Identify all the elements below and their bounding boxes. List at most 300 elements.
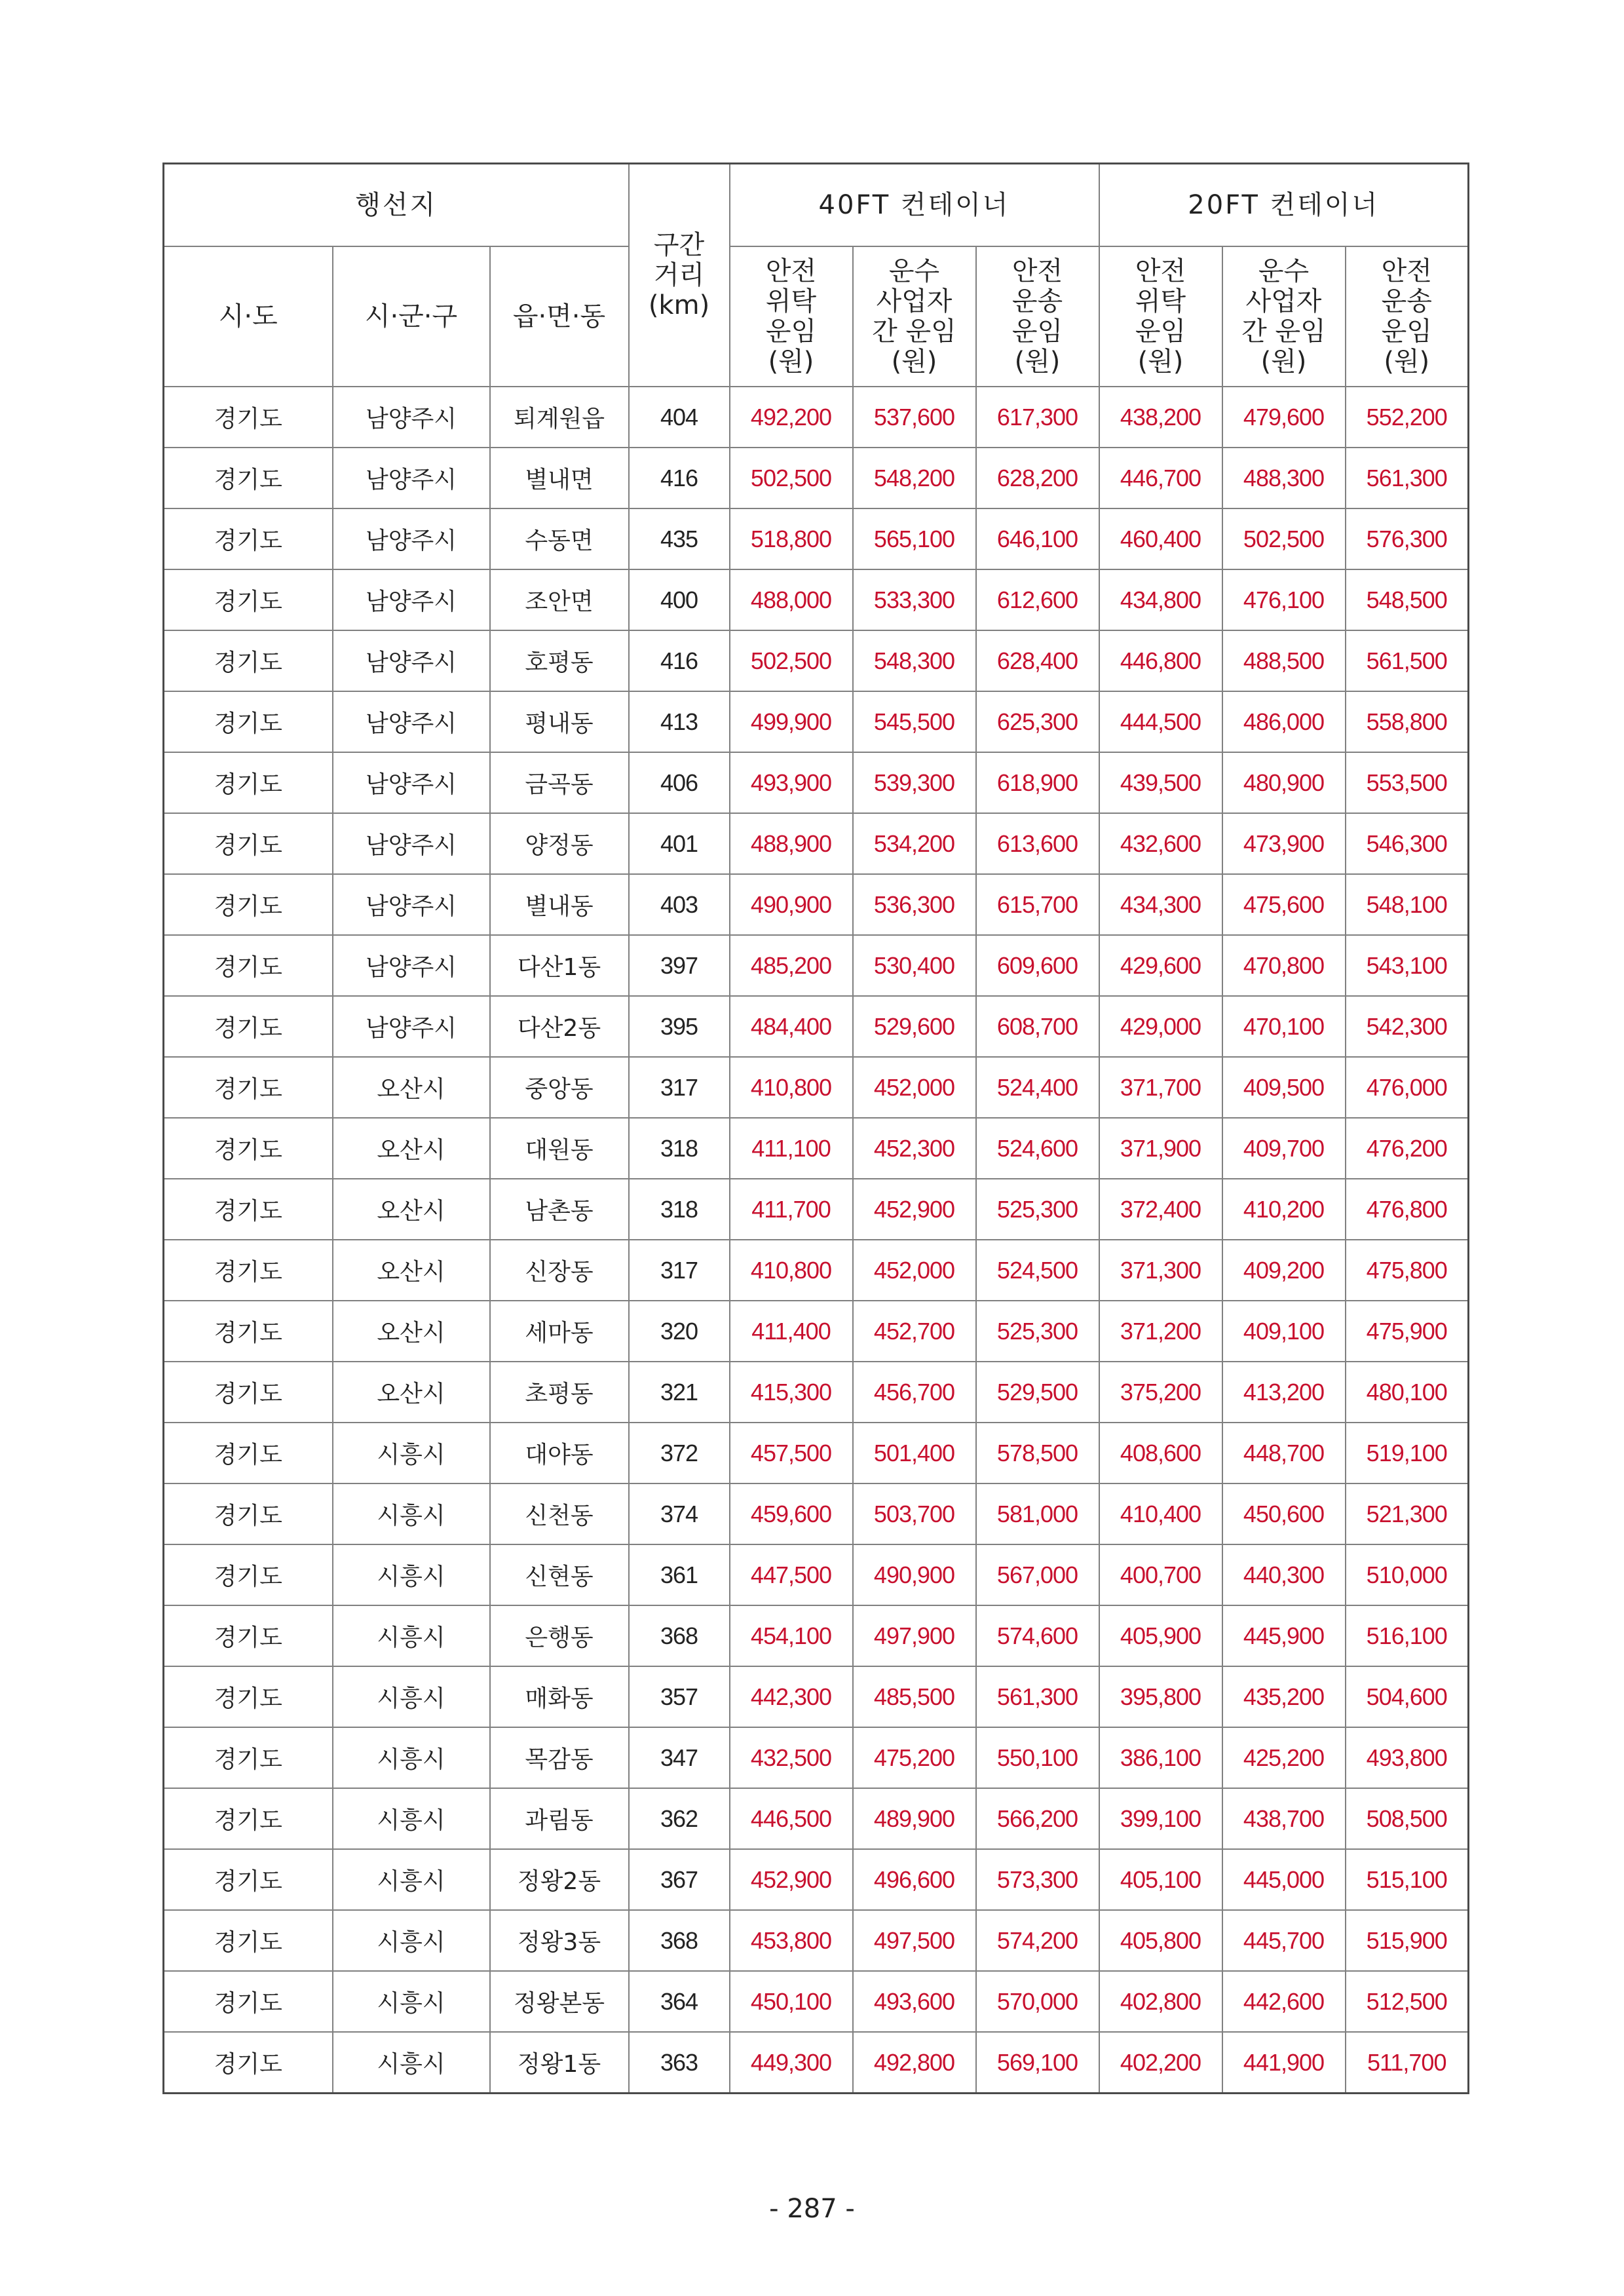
eupmyeondong-cell: 수동면 <box>490 508 629 569</box>
fare-40-safe-transport-cell: 617,300 <box>976 387 1099 448</box>
fare-20-safe-transport-cell: 548,100 <box>1346 874 1469 935</box>
destination-header: 행선지 <box>164 164 629 247</box>
table-body <box>164 387 1469 2094</box>
sido-cell: 경기도 <box>164 752 333 813</box>
sido-cell: 경기도 <box>164 813 333 874</box>
fare-20-carrier-cell: 448,700 <box>1222 1423 1346 1483</box>
fare-40-safe-consign-cell: 453,800 <box>730 1910 853 1971</box>
distance-cell: 368 <box>629 1605 730 1666</box>
sigungu-cell: 오산시 <box>333 1179 490 1240</box>
fare-40-safe-transport-cell: 628,400 <box>976 630 1099 691</box>
fare-20-carrier-cell: 488,300 <box>1222 448 1346 508</box>
sigungu-cell: 남양주시 <box>333 874 490 935</box>
fare-20-safe-consign-cell: 402,200 <box>1099 2032 1222 2094</box>
page-number: - 287 - <box>769 2194 855 2224</box>
sido-cell: 경기도 <box>164 1240 333 1301</box>
sido-cell: 경기도 <box>164 630 333 691</box>
table-row <box>164 1179 1469 1240</box>
eupmyeondong-cell: 신천동 <box>490 1483 629 1544</box>
fare-40-safe-transport-cell: 628,200 <box>976 448 1099 508</box>
table-row <box>164 508 1469 569</box>
fare-20-safe-transport-cell: 558,800 <box>1346 691 1469 752</box>
fare-20-safe-transport-cell: 475,900 <box>1346 1301 1469 1362</box>
fare-40-safe-transport-cell: 574,200 <box>976 1910 1099 1971</box>
fare-20-safe-transport-cell: 480,100 <box>1346 1362 1469 1423</box>
fare-20-carrier-cell: 445,700 <box>1222 1910 1346 1971</box>
fare-40-safe-transport-cell: 524,400 <box>976 1057 1099 1118</box>
fare-20-safe-transport-cell: 546,300 <box>1346 813 1469 874</box>
sigungu-cell: 시흥시 <box>333 1544 490 1605</box>
fare-20-carrier-cell: 470,800 <box>1222 935 1346 996</box>
fare-40-safe-consign-cell: 411,100 <box>730 1118 853 1179</box>
fare-20-carrier-cell: 486,000 <box>1222 691 1346 752</box>
distance-cell: 397 <box>629 935 730 996</box>
fare-20-safe-transport-cell: 542,300 <box>1346 996 1469 1057</box>
distance-cell: 374 <box>629 1483 730 1544</box>
table-row <box>164 1849 1469 1910</box>
sigungu-cell: 남양주시 <box>333 448 490 508</box>
distance-cell: 400 <box>629 569 730 630</box>
eupmyeondong-header: 읍·면·동 <box>490 246 629 387</box>
eupmyeondong-cell: 정왕1동 <box>490 2032 629 2094</box>
table-row <box>164 1666 1469 1727</box>
fare-40-carrier-cell: 496,600 <box>853 1849 976 1910</box>
distance-cell: 318 <box>629 1179 730 1240</box>
fare-20-carrier-cell: 445,000 <box>1222 1849 1346 1910</box>
distance-cell: 413 <box>629 691 730 752</box>
fare-40-safe-consign-cell: 447,500 <box>730 1544 853 1605</box>
fare-40-safe-consign-cell: 488,900 <box>730 813 853 874</box>
fare-20-safe-transport-cell: 521,300 <box>1346 1483 1469 1544</box>
fare-20-safe-transport-cell: 515,900 <box>1346 1910 1469 1971</box>
eupmyeondong-cell: 대야동 <box>490 1423 629 1483</box>
fare-20-carrier-cell: 413,200 <box>1222 1362 1346 1423</box>
distance-cell: 364 <box>629 1971 730 2032</box>
fare-40-safe-consign-cell: 415,300 <box>730 1362 853 1423</box>
fare-20-carrier-cell: 475,600 <box>1222 874 1346 935</box>
eupmyeondong-cell: 금곡동 <box>490 752 629 813</box>
fare-20-carrier-cell: 409,100 <box>1222 1301 1346 1362</box>
sigungu-cell: 남양주시 <box>333 508 490 569</box>
sido-cell: 경기도 <box>164 1666 333 1727</box>
fare-40-safe-transport-cell: 570,000 <box>976 1971 1099 2032</box>
sigungu-cell: 남양주시 <box>333 813 490 874</box>
fare-40-safe-transport-cell: 612,600 <box>976 569 1099 630</box>
fare-40-safe-transport-cell: 550,100 <box>976 1727 1099 1788</box>
eupmyeondong-cell: 정왕본동 <box>490 1971 629 2032</box>
distance-cell: 395 <box>629 996 730 1057</box>
fare-40-carrier-cell: 539,300 <box>853 752 976 813</box>
container-20ft-header: 20FT 컨테이너 <box>1099 164 1469 247</box>
sigungu-cell: 시흥시 <box>333 1849 490 1910</box>
fare-40-safe-transport-cell: 613,600 <box>976 813 1099 874</box>
fare-40-carrier-cell: 501,400 <box>853 1423 976 1483</box>
fare-40-carrier-cell: 452,900 <box>853 1179 976 1240</box>
distance-cell: 318 <box>629 1118 730 1179</box>
fare-20-safe-consign-cell: 405,800 <box>1099 1910 1222 1971</box>
sigungu-cell: 오산시 <box>333 1301 490 1362</box>
fare-20-safe-transport-cell: 543,100 <box>1346 935 1469 996</box>
fare-40-safe-consign-cell: 484,400 <box>730 996 853 1057</box>
distance-cell: 368 <box>629 1910 730 1971</box>
fare-40-safe-consign-cell: 452,900 <box>730 1849 853 1910</box>
fare-20-safe-transport-cell: 475,800 <box>1346 1240 1469 1301</box>
fare-20-safe-transport-cell: 510,000 <box>1346 1544 1469 1605</box>
sigungu-cell: 남양주시 <box>333 387 490 448</box>
table-row <box>164 813 1469 874</box>
fare-40-safe-transport-cell: 615,700 <box>976 874 1099 935</box>
fare-40-carrier-cell: 452,700 <box>853 1301 976 1362</box>
freight-rate-table <box>162 163 1469 2094</box>
fare-40-safe-consign-cell: 485,200 <box>730 935 853 996</box>
sigungu-cell: 오산시 <box>333 1057 490 1118</box>
sigungu-cell: 시흥시 <box>333 1483 490 1544</box>
fare-20-safe-consign-cell: 371,300 <box>1099 1240 1222 1301</box>
fare-40-carrier-cell: 497,500 <box>853 1910 976 1971</box>
fare-40-safe-consign-cell: 502,500 <box>730 448 853 508</box>
fare-40-safe-consign-cell: 492,200 <box>730 387 853 448</box>
distance-cell: 361 <box>629 1544 730 1605</box>
fare-20-safe-consign-cell: 375,200 <box>1099 1362 1222 1423</box>
fare-20-safe-consign-cell: 439,500 <box>1099 752 1222 813</box>
sido-cell: 경기도 <box>164 1301 333 1362</box>
fare-40-safe-transport-cell: 525,300 <box>976 1301 1099 1362</box>
sido-cell: 경기도 <box>164 1788 333 1849</box>
fare-40-carrier-cell: 536,300 <box>853 874 976 935</box>
table-row <box>164 448 1469 508</box>
fare-20-safe-transport-cell: 548,500 <box>1346 569 1469 630</box>
eupmyeondong-cell: 다산1동 <box>490 935 629 996</box>
sido-cell: 경기도 <box>164 874 333 935</box>
fare-40-safe-transport-cell: 618,900 <box>976 752 1099 813</box>
fare-20-carrier-cell: 476,100 <box>1222 569 1346 630</box>
eupmyeondong-cell: 세마동 <box>490 1301 629 1362</box>
fare-40-carrier-cell: 456,700 <box>853 1362 976 1423</box>
fare-20-carrier-cell: 425,200 <box>1222 1727 1346 1788</box>
fare-40-safe-transport-cell: 567,000 <box>976 1544 1099 1605</box>
fare-20-safe-consign-cell: 434,300 <box>1099 874 1222 935</box>
fare-40-carrier-cell: 452,000 <box>853 1057 976 1118</box>
table-row <box>164 1057 1469 1118</box>
fare-40-safe-transport-cell: 566,200 <box>976 1788 1099 1849</box>
fare-40-safe-transport-cell: 525,300 <box>976 1179 1099 1240</box>
sigungu-cell: 남양주시 <box>333 691 490 752</box>
fare-40-safe-transport-cell: 609,600 <box>976 935 1099 996</box>
fare-20-safe-consign-cell: 371,900 <box>1099 1118 1222 1179</box>
fare-20-safe-transport-cell: 516,100 <box>1346 1605 1469 1666</box>
container-40ft-header: 40FT 컨테이너 <box>730 164 1099 247</box>
fare-40-safe-consign-cell: 449,300 <box>730 2032 853 2094</box>
eupmyeondong-cell: 조안면 <box>490 569 629 630</box>
eupmyeondong-cell: 목감동 <box>490 1727 629 1788</box>
fare-20-carrier-cell: 409,500 <box>1222 1057 1346 1118</box>
fare-20-safe-transport-cell: 553,500 <box>1346 752 1469 813</box>
fare-40-carrier-cell: 565,100 <box>853 508 976 569</box>
fare-20-safe-consign-cell: 434,800 <box>1099 569 1222 630</box>
fare-40-safe-transport-cell: 524,600 <box>976 1118 1099 1179</box>
eupmyeondong-cell: 신장동 <box>490 1240 629 1301</box>
table-row <box>164 387 1469 448</box>
distance-cell: 372 <box>629 1423 730 1483</box>
fare-20-safe-consign-cell: 432,600 <box>1099 813 1222 874</box>
fare-40-safe-consign-cell: 457,500 <box>730 1423 853 1483</box>
sigungu-cell: 남양주시 <box>333 630 490 691</box>
fare-40-carrier-cell: 489,900 <box>853 1788 976 1849</box>
fare-40-carrier-cell: 534,200 <box>853 813 976 874</box>
fare-20-safe-transport-cell: 476,800 <box>1346 1179 1469 1240</box>
table-row <box>164 1544 1469 1605</box>
fare-40-carrier-cell: 485,500 <box>853 1666 976 1727</box>
sido-cell: 경기도 <box>164 1727 333 1788</box>
fare-20-safe-consign-cell: 372,400 <box>1099 1179 1222 1240</box>
fare-40-safe-transport-cell: 574,600 <box>976 1605 1099 1666</box>
fare-40-safe-consign-cell: 410,800 <box>730 1240 853 1301</box>
sido-cell: 경기도 <box>164 691 333 752</box>
sido-cell: 경기도 <box>164 2032 333 2094</box>
table-row <box>164 1788 1469 1849</box>
distance-cell: 317 <box>629 1057 730 1118</box>
sigungu-cell: 남양주시 <box>333 752 490 813</box>
fare-40-safe-consign-cell: 459,600 <box>730 1483 853 1544</box>
sigungu-cell: 시흥시 <box>333 1910 490 1971</box>
fare-20-safe-consign-cell: 402,800 <box>1099 1971 1222 2032</box>
table-row <box>164 2032 1469 2094</box>
table-row <box>164 1971 1469 2032</box>
sigungu-cell: 오산시 <box>333 1118 490 1179</box>
fare-40-safe-consign-cell: 411,400 <box>730 1301 853 1362</box>
fare-20-safe-consign-cell: 371,700 <box>1099 1057 1222 1118</box>
fare-20-safe-consign-cell: 408,600 <box>1099 1423 1222 1483</box>
sigungu-cell: 시흥시 <box>333 1605 490 1666</box>
fare-20-carrier-cell: 435,200 <box>1222 1666 1346 1727</box>
fare-20-carrier-cell: 438,700 <box>1222 1788 1346 1849</box>
fare-40-safe-transport-cell: 569,100 <box>976 2032 1099 2094</box>
distance-cell: 416 <box>629 630 730 691</box>
fare-40-safe-consign-cell: 450,100 <box>730 1971 853 2032</box>
sido-cell: 경기도 <box>164 996 333 1057</box>
fare-20-carrier-header: 운수 사업자 간 운임 (원) <box>1222 246 1346 387</box>
fare-20-safe-consign-cell: 371,200 <box>1099 1301 1222 1362</box>
distance-cell: 347 <box>629 1727 730 1788</box>
fare-40-safe-consign-cell: 488,000 <box>730 569 853 630</box>
eupmyeondong-cell: 다산2동 <box>490 996 629 1057</box>
eupmyeondong-cell: 남촌동 <box>490 1179 629 1240</box>
fare-20-safe-transport-cell: 504,600 <box>1346 1666 1469 1727</box>
fare-20-safe-consign-cell: 429,000 <box>1099 996 1222 1057</box>
fare-40-safe-consign-cell: 493,900 <box>730 752 853 813</box>
distance-cell: 321 <box>629 1362 730 1423</box>
fare-40-safe-consign-header: 안전 위탁 운임 (원) <box>730 246 853 387</box>
sido-cell: 경기도 <box>164 448 333 508</box>
table-row <box>164 691 1469 752</box>
fare-40-safe-transport-header: 안전 운송 운임 (원) <box>976 246 1099 387</box>
fare-40-safe-consign-cell: 410,800 <box>730 1057 853 1118</box>
fare-40-carrier-cell: 452,300 <box>853 1118 976 1179</box>
table-row <box>164 1301 1469 1362</box>
distance-cell: 320 <box>629 1301 730 1362</box>
distance-cell: 416 <box>629 448 730 508</box>
sido-cell: 경기도 <box>164 1971 333 2032</box>
fare-40-safe-transport-cell: 625,300 <box>976 691 1099 752</box>
fare-20-carrier-cell: 409,700 <box>1222 1118 1346 1179</box>
eupmyeondong-cell: 대원동 <box>490 1118 629 1179</box>
fare-40-carrier-cell: 548,200 <box>853 448 976 508</box>
eupmyeondong-cell: 매화동 <box>490 1666 629 1727</box>
fare-40-safe-consign-cell: 499,900 <box>730 691 853 752</box>
eupmyeondong-cell: 양정동 <box>490 813 629 874</box>
sido-cell: 경기도 <box>164 1605 333 1666</box>
distance-cell: 367 <box>629 1849 730 1910</box>
fare-20-carrier-cell: 409,200 <box>1222 1240 1346 1301</box>
fare-40-safe-transport-cell: 608,700 <box>976 996 1099 1057</box>
table-row <box>164 1605 1469 1666</box>
sido-cell: 경기도 <box>164 1544 333 1605</box>
sigungu-header: 시·군·구 <box>333 246 490 387</box>
fare-20-carrier-cell: 473,900 <box>1222 813 1346 874</box>
fare-20-carrier-cell: 450,600 <box>1222 1483 1346 1544</box>
sigungu-cell: 남양주시 <box>333 996 490 1057</box>
table-row <box>164 569 1469 630</box>
fare-20-carrier-cell: 440,300 <box>1222 1544 1346 1605</box>
fare-20-safe-transport-cell: 493,800 <box>1346 1727 1469 1788</box>
fare-40-carrier-cell: 537,600 <box>853 387 976 448</box>
sigungu-cell: 시흥시 <box>333 1423 490 1483</box>
sigungu-cell: 오산시 <box>333 1362 490 1423</box>
fare-40-safe-transport-cell: 529,500 <box>976 1362 1099 1423</box>
sido-cell: 경기도 <box>164 387 333 448</box>
sido-cell: 경기도 <box>164 1057 333 1118</box>
distance-cell: 406 <box>629 752 730 813</box>
fare-20-safe-transport-cell: 476,000 <box>1346 1057 1469 1118</box>
eupmyeondong-cell: 은행동 <box>490 1605 629 1666</box>
fare-40-safe-consign-cell: 518,800 <box>730 508 853 569</box>
fare-40-carrier-cell: 493,600 <box>853 1971 976 2032</box>
fare-40-safe-transport-cell: 646,100 <box>976 508 1099 569</box>
fare-40-carrier-cell: 548,300 <box>853 630 976 691</box>
fare-40-safe-consign-cell: 411,700 <box>730 1179 853 1240</box>
distance-cell: 362 <box>629 1788 730 1849</box>
fare-20-carrier-cell: 441,900 <box>1222 2032 1346 2094</box>
sido-cell: 경기도 <box>164 935 333 996</box>
fare-20-safe-consign-cell: 446,800 <box>1099 630 1222 691</box>
fare-40-safe-transport-cell: 561,300 <box>976 1666 1099 1727</box>
fare-20-safe-consign-header: 안전 위탁 운임 (원) <box>1099 246 1222 387</box>
sigungu-cell: 남양주시 <box>333 935 490 996</box>
sido-cell: 경기도 <box>164 1179 333 1240</box>
fare-40-carrier-cell: 497,900 <box>853 1605 976 1666</box>
sido-cell: 경기도 <box>164 1362 333 1423</box>
fare-20-safe-transport-cell: 561,300 <box>1346 448 1469 508</box>
sigungu-cell: 시흥시 <box>333 1666 490 1727</box>
eupmyeondong-cell: 별내동 <box>490 874 629 935</box>
distance-cell: 401 <box>629 813 730 874</box>
fare-20-safe-consign-cell: 429,600 <box>1099 935 1222 996</box>
fare-20-safe-transport-header: 안전 운송 운임 (원) <box>1346 246 1469 387</box>
table-row <box>164 1362 1469 1423</box>
fare-20-safe-transport-cell: 476,200 <box>1346 1118 1469 1179</box>
fare-40-safe-consign-cell: 454,100 <box>730 1605 853 1666</box>
fare-40-carrier-header: 운수 사업자 간 운임 (원) <box>853 246 976 387</box>
table-row <box>164 1483 1469 1544</box>
fare-20-safe-transport-cell: 576,300 <box>1346 508 1469 569</box>
eupmyeondong-cell: 퇴계원읍 <box>490 387 629 448</box>
eupmyeondong-cell: 호평동 <box>490 630 629 691</box>
fare-40-safe-consign-cell: 442,300 <box>730 1666 853 1727</box>
sido-cell: 경기도 <box>164 508 333 569</box>
table-row <box>164 1727 1469 1788</box>
table-row <box>164 1910 1469 1971</box>
fare-20-carrier-cell: 480,900 <box>1222 752 1346 813</box>
fare-40-carrier-cell: 529,600 <box>853 996 976 1057</box>
table-row <box>164 1423 1469 1483</box>
eupmyeondong-cell: 과림동 <box>490 1788 629 1849</box>
sigungu-cell: 시흥시 <box>333 2032 490 2094</box>
fare-20-safe-consign-cell: 444,500 <box>1099 691 1222 752</box>
fare-20-safe-consign-cell: 438,200 <box>1099 387 1222 448</box>
sigungu-cell: 시흥시 <box>333 1727 490 1788</box>
eupmyeondong-cell: 별내면 <box>490 448 629 508</box>
fare-20-safe-transport-cell: 512,500 <box>1346 1971 1469 2032</box>
fare-20-carrier-cell: 442,600 <box>1222 1971 1346 2032</box>
table-row <box>164 874 1469 935</box>
fare-40-safe-consign-cell: 446,500 <box>730 1788 853 1849</box>
fare-20-carrier-cell: 502,500 <box>1222 508 1346 569</box>
eupmyeondong-cell: 초평동 <box>490 1362 629 1423</box>
sigungu-cell: 오산시 <box>333 1240 490 1301</box>
distance-cell: 363 <box>629 2032 730 2094</box>
distance-cell: 435 <box>629 508 730 569</box>
fare-20-safe-consign-cell: 386,100 <box>1099 1727 1222 1788</box>
fare-40-safe-transport-cell: 581,000 <box>976 1483 1099 1544</box>
table-row <box>164 996 1469 1057</box>
eupmyeondong-cell: 중앙동 <box>490 1057 629 1118</box>
fare-40-carrier-cell: 533,300 <box>853 569 976 630</box>
eupmyeondong-cell: 신현동 <box>490 1544 629 1605</box>
eupmyeondong-cell: 정왕3동 <box>490 1910 629 1971</box>
fare-40-carrier-cell: 503,700 <box>853 1483 976 1544</box>
sido-cell: 경기도 <box>164 1118 333 1179</box>
fare-20-safe-consign-cell: 395,800 <box>1099 1666 1222 1727</box>
distance-header: 구간 거리 (km) <box>629 164 730 387</box>
fare-40-safe-consign-cell: 502,500 <box>730 630 853 691</box>
fare-40-safe-consign-cell: 490,900 <box>730 874 853 935</box>
table-row <box>164 935 1469 996</box>
fare-20-carrier-cell: 410,200 <box>1222 1179 1346 1240</box>
fare-20-safe-transport-cell: 508,500 <box>1346 1788 1469 1849</box>
fare-40-carrier-cell: 492,800 <box>853 2032 976 2094</box>
fare-40-carrier-cell: 475,200 <box>853 1727 976 1788</box>
sido-cell: 경기도 <box>164 1849 333 1910</box>
fare-20-carrier-cell: 470,100 <box>1222 996 1346 1057</box>
header-row-sub <box>164 246 1469 387</box>
fare-20-safe-transport-cell: 519,100 <box>1346 1423 1469 1483</box>
sigungu-cell: 시흥시 <box>333 1971 490 2032</box>
fare-20-safe-transport-cell: 552,200 <box>1346 387 1469 448</box>
sido-cell: 경기도 <box>164 1483 333 1544</box>
distance-cell: 357 <box>629 1666 730 1727</box>
table-row <box>164 1240 1469 1301</box>
eupmyeondong-cell: 정왕2동 <box>490 1849 629 1910</box>
fare-20-safe-consign-cell: 460,400 <box>1099 508 1222 569</box>
fare-40-safe-transport-cell: 573,300 <box>976 1849 1099 1910</box>
sido-cell: 경기도 <box>164 1423 333 1483</box>
distance-cell: 404 <box>629 387 730 448</box>
fare-20-safe-consign-cell: 405,100 <box>1099 1849 1222 1910</box>
fare-20-safe-consign-cell: 446,700 <box>1099 448 1222 508</box>
sido-header: 시·도 <box>164 246 333 387</box>
fare-20-carrier-cell: 479,600 <box>1222 387 1346 448</box>
fare-20-carrier-cell: 488,500 <box>1222 630 1346 691</box>
